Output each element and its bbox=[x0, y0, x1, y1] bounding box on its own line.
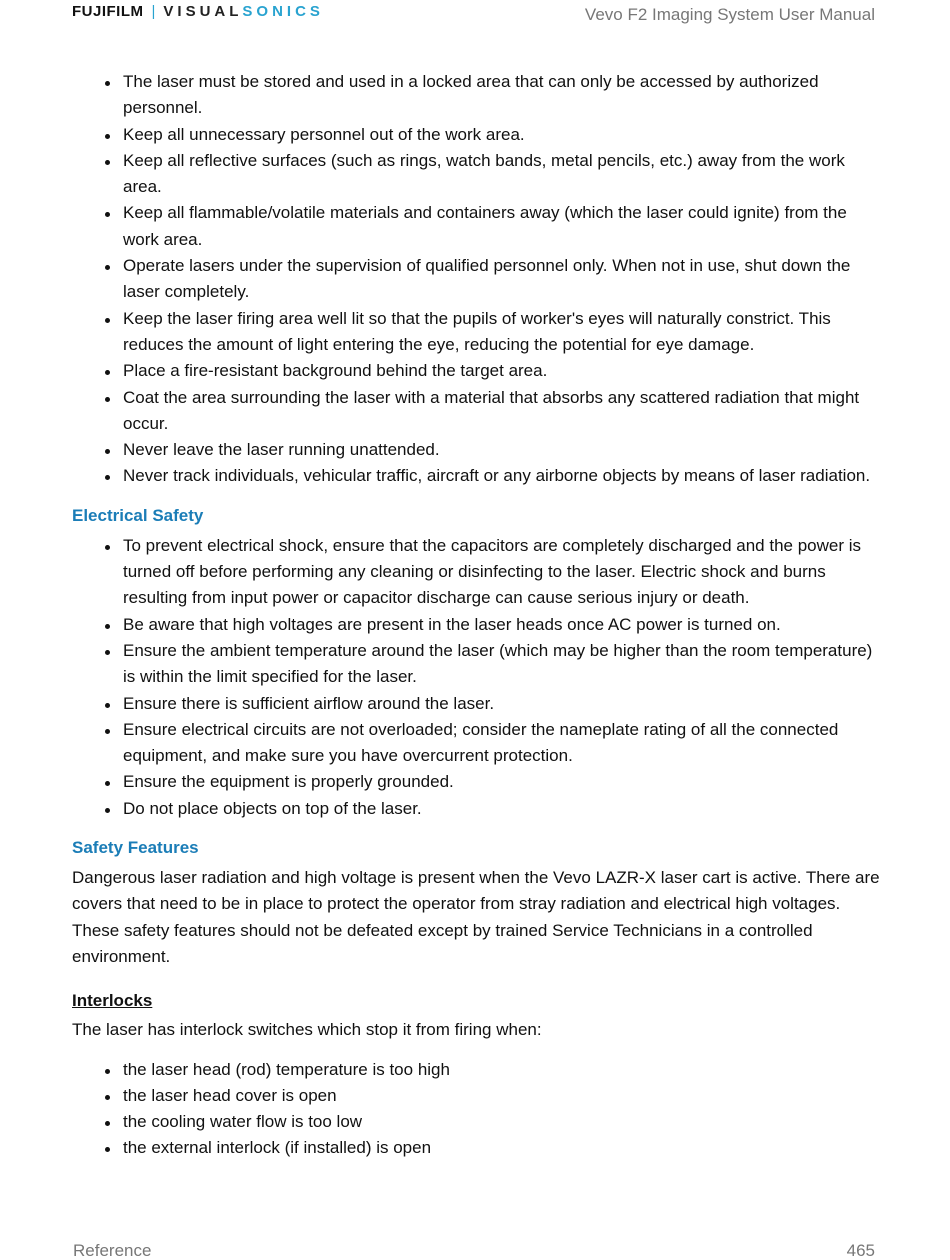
list-item: Never track individuals, vehicular traffic, aircraft or any airborne objects by means of laser radiation. bbox=[123, 463, 882, 489]
fujifilm-visualsonics-logo bbox=[72, 3, 324, 20]
logo-fujifilm: FUJIFILM bbox=[72, 3, 144, 20]
interlocks-list bbox=[72, 1057, 882, 1162]
list-item: Keep all unnecessary personnel out of the work area. bbox=[123, 122, 882, 148]
list-item: Keep all flammable/volatile materials and containers away (which the laser could ignite) from the work area. bbox=[123, 200, 882, 253]
page-content bbox=[72, 69, 882, 1162]
safety-features-paragraph: Dangerous laser radiation and high voltage is present when the Vevo LAZR-X laser cart is active. There are covers that need to be in place to protect the operator from stray radiation and electrical high voltages. These safety features should not be defeated except by trained Service Technicians in a controlled environment. bbox=[72, 868, 880, 966]
list-item: To prevent electrical shock, ensure that the capacitors are completely discharged and the power is turned off before performing any cleaning or disinfecting to the laser. Electric shock and burns resulting from input power or capacitor discharge can cause serious injury or death. bbox=[123, 533, 882, 612]
heading-electrical-safety: Electrical Safety bbox=[72, 505, 204, 525]
list-item: Keep all reflective surfaces (such as rings, watch bands, metal pencils, etc.) away from the work area. bbox=[123, 148, 882, 201]
list-item: Be aware that high voltages are present in the laser heads once AC power is turned on. bbox=[123, 612, 882, 638]
logo-divider: | bbox=[151, 3, 156, 20]
list-item: Operate lasers under the supervision of qualified personnel only. When not in use, shut down the laser completely. bbox=[123, 253, 882, 306]
list-item: Keep the laser firing area well lit so that the pupils of worker's eyes will naturally constrict. This reduces the amount of light entering the eye, reducing the potential for eye damage. bbox=[123, 306, 882, 359]
list-item: Ensure there is sufficient airflow around the laser. bbox=[123, 691, 882, 717]
electrical-safety-list bbox=[72, 533, 882, 822]
list-item: The laser must be stored and used in a locked area that can only be accessed by authorized personnel. bbox=[123, 69, 882, 122]
list-item: Place a fire-resistant background behind the target area. bbox=[123, 358, 882, 384]
laser-safety-list bbox=[72, 69, 882, 490]
list-item: the cooling water flow is too low bbox=[123, 1109, 882, 1135]
list-item: the laser head (rod) temperature is too high bbox=[123, 1057, 882, 1083]
logo-visual: VISUAL bbox=[163, 3, 243, 20]
header-title: Vevo F2 Imaging System User Manual bbox=[584, 5, 875, 24]
list-item: Do not place objects on top of the laser. bbox=[123, 796, 882, 822]
heading-interlocks: Interlocks bbox=[72, 991, 153, 1011]
list-item: the laser head cover is open bbox=[123, 1083, 882, 1109]
page-number: 465 bbox=[846, 1241, 875, 1260]
heading-safety-features: Safety Features bbox=[72, 838, 199, 858]
list-item: the external interlock (if installed) is open bbox=[123, 1135, 882, 1161]
list-item: Ensure electrical circuits are not overloaded; consider the nameplate rating of all the connected equipment, and make sure you have overcurrent protection. bbox=[123, 717, 882, 770]
interlocks-intro: The laser has interlock switches which stop it from firing when: bbox=[72, 1020, 542, 1040]
list-item: Coat the area surrounding the laser with a material that absorbs any scattered radiation that might occur. bbox=[123, 385, 882, 438]
list-item: Ensure the equipment is properly grounded. bbox=[123, 769, 882, 795]
footer-section: Reference bbox=[73, 1241, 152, 1260]
list-item: Ensure the ambient temperature around the laser (which may be higher than the room temperature) is within the limit specified for the laser. bbox=[123, 638, 882, 691]
list-item: Never leave the laser running unattended. bbox=[123, 437, 882, 463]
logo-sonics: SONICS bbox=[242, 3, 324, 20]
